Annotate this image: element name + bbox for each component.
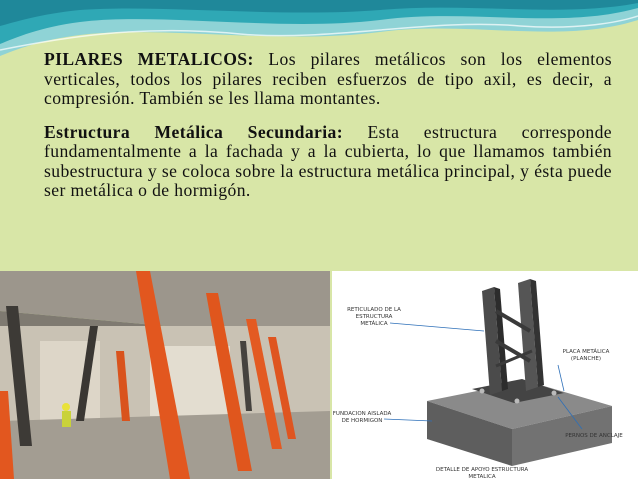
label-placa-2: (PLANCHE) — [570, 356, 602, 362]
label-placa-1: PLACA METÁLICA — [562, 349, 610, 355]
photo-steel-columns — [0, 271, 330, 479]
label-reticulado-2: ESTRUCTURA — [355, 314, 393, 320]
label-caption-2: METALICA — [468, 474, 496, 479]
slide-text — [44, 50, 612, 215]
label-pernos: PERNOS DE ANCLAJE — [565, 433, 623, 439]
body-estructura-secundaria: Esta estructura corresponde fundamentalmente a la fachada y a la cubierta, lo que llamamos también subestructura y se coloca sobre la estructura metálica principal, y ésta puede ser metálica o de hormigón. — [44, 121, 612, 200]
label-reticulado-3: METÁLICA — [360, 321, 388, 327]
label-fundacion-1: FUNDACION AISLADA — [332, 411, 392, 417]
body-pilares-metalicos: Los pilares metálicos son los elementos verticales, todos los pilares reciben esfuerzos de tipo axil, es decir, a compresión. También se les llama montantes. — [44, 49, 612, 108]
label-caption-1: DETALLE DE APOYO ESTRUCTURA — [435, 467, 529, 473]
label-fundacion-2: DE HORMIGON — [341, 418, 383, 424]
paragraph-pilares-metalicos — [44, 50, 612, 109]
paragraph-estructura-secundaria — [44, 123, 612, 201]
label-reticulado-1: RETICULADO DE LA — [347, 307, 401, 313]
heading-estructura-secundaria: Estructura Metálica Secundaria: — [44, 121, 343, 142]
diagram-column-base — [332, 271, 638, 479]
heading-pilares-metalicos: PILARES METALICOS: — [44, 49, 254, 69]
